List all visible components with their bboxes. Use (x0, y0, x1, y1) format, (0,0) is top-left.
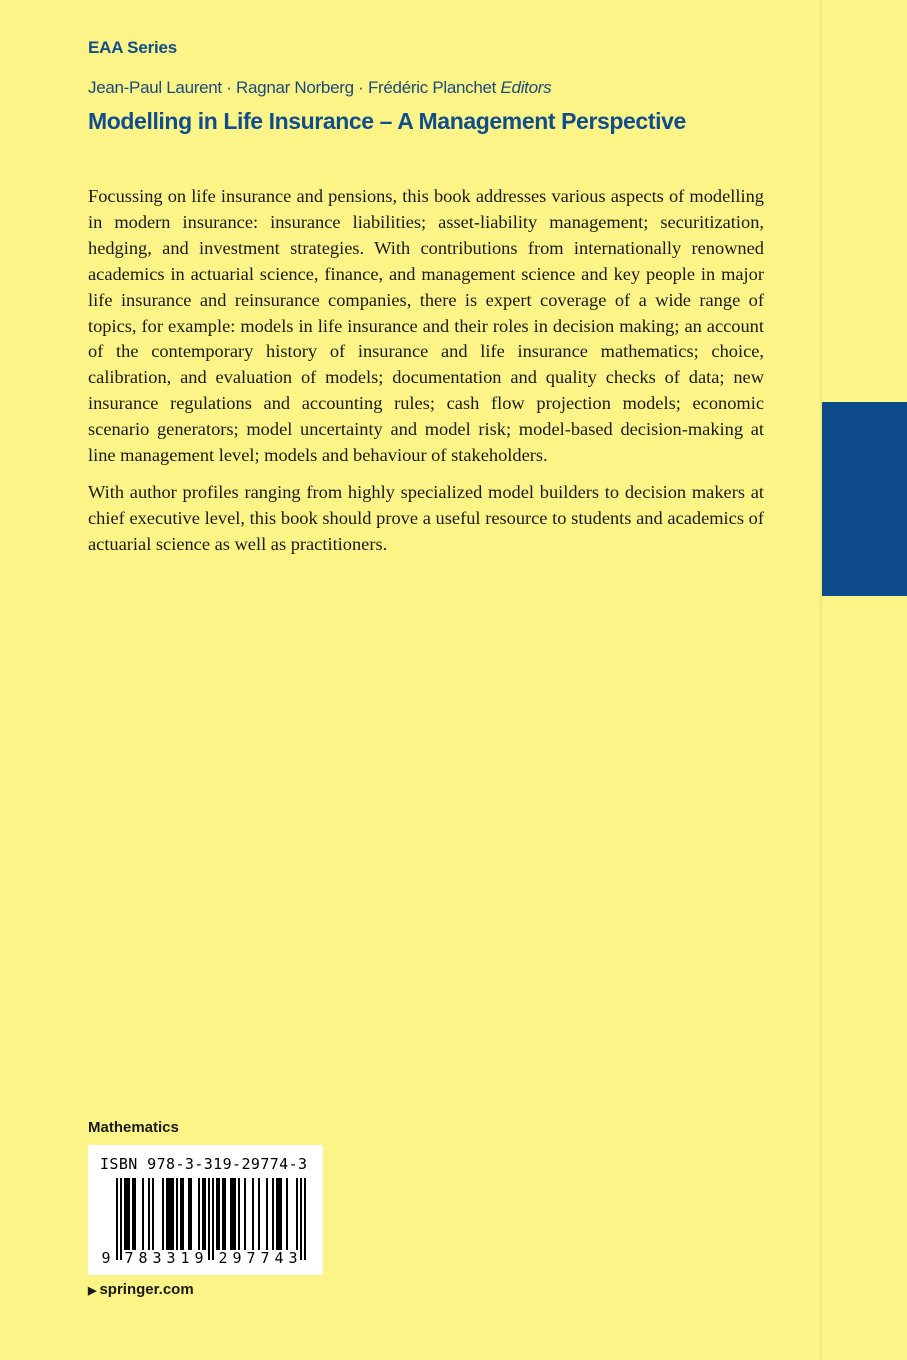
subject-category: Mathematics (88, 1119, 179, 1136)
barcode-digit: 9 (232, 1249, 242, 1267)
barcode-digit: 8 (138, 1249, 148, 1267)
editors-role: Editors (500, 78, 552, 97)
barcode-bar (162, 1178, 164, 1250)
barcode-digit: 2 (218, 1249, 228, 1267)
barcode-bar (142, 1178, 144, 1250)
barcode-digit: 4 (274, 1249, 284, 1267)
barcode-bar (124, 1178, 126, 1250)
barcode-bar (244, 1178, 246, 1250)
barcode-guard-bar (116, 1178, 118, 1260)
barcode-bar (230, 1178, 232, 1250)
spine-color-block (822, 402, 907, 596)
barcode-bar (276, 1178, 278, 1250)
barcode-guard-bar (212, 1178, 214, 1260)
isbn-barcode (88, 1145, 323, 1275)
series-name: EAA Series (88, 38, 178, 57)
barcode-bar (296, 1178, 298, 1250)
barcode-digit: 7 (260, 1249, 270, 1267)
editor-names: Jean-Paul Laurent · Ragnar Norberg · Frédéric Planchet (88, 78, 497, 97)
barcode-digit: 3 (152, 1249, 162, 1267)
barcode-guard-bar (300, 1178, 302, 1260)
barcode-bars (88, 1145, 323, 1275)
barcode-bar (238, 1178, 240, 1250)
website-label: springer.com (99, 1281, 194, 1298)
barcode-bar (234, 1178, 236, 1250)
isbn-label: ISBN 978-3-319-29774-3 (100, 1155, 308, 1173)
barcode-bar (216, 1178, 218, 1250)
description-paragraph-1: Focussing on life insurance and pensions, this book addresses various aspects of modelling in modern insurance: insurance liabilities; asset-liability management; securitization, hedging, and investment strategies. With contributions from internationally renowned academics in actuarial science, finance, and management science and key people in major life insurance and reinsurance companies, there is expert coverage of a wide range of topics, for example: models in life insurance and their roles in decision making; an account of the contemporary history of insurance and life insurance mathematics; choice, calibration, and evaluation of models; documentation and quality checks of data; new insurance regulations and accounting rules; cash flow projection models; economic scenario generators; model uncertainty and model risk; model-based decision-making at line management level; models and behaviour of stakeholders. (88, 186, 764, 466)
barcode-bar (188, 1178, 190, 1250)
barcode-digit: 7 (246, 1249, 256, 1267)
barcode-bar (224, 1178, 226, 1250)
barcode-bar (190, 1178, 192, 1250)
barcode-digit: 9 (101, 1249, 111, 1267)
barcode-bar (252, 1178, 254, 1250)
barcode-bar (168, 1178, 170, 1250)
barcode-guard-bar (120, 1178, 122, 1260)
barcode-bar (280, 1178, 282, 1250)
publisher-website (88, 1281, 194, 1298)
book-description (88, 184, 764, 569)
barcode-bar (266, 1178, 268, 1250)
barcode-digit: 1 (180, 1249, 190, 1267)
barcode-bar (218, 1178, 220, 1250)
barcode-bar (166, 1178, 168, 1250)
barcode-bar (202, 1178, 204, 1250)
barcode-digit: 9 (194, 1249, 204, 1267)
description-paragraph-2: With author profiles ranging from highly specialized model builders to decision makers at chief executive level, this book should prove a useful resource to students and academics of actuarial science as well as practitioners. (88, 481, 764, 554)
barcode-bar (148, 1178, 150, 1250)
barcode-bar (128, 1178, 130, 1250)
barcode-bar (180, 1178, 182, 1250)
barcode-bar (204, 1178, 206, 1250)
barcode-bar (132, 1178, 134, 1250)
triangle-right-icon: ▶ (88, 1285, 97, 1297)
barcode-bar (176, 1178, 178, 1250)
barcode-bar (198, 1178, 200, 1250)
barcode-bar (222, 1178, 224, 1250)
barcode-bar (152, 1178, 154, 1250)
barcode-digit: 3 (166, 1249, 176, 1267)
barcode-bar (126, 1178, 128, 1250)
barcode-bar (278, 1178, 280, 1250)
barcode-bar (286, 1178, 288, 1250)
barcode-bar (134, 1178, 136, 1250)
barcode-digit: 3 (288, 1249, 298, 1267)
barcode-guard-bar (304, 1178, 306, 1260)
barcode-guard-bar (208, 1178, 210, 1260)
barcode-bar (232, 1178, 234, 1250)
barcode-bar (258, 1178, 260, 1250)
book-title: Modelling in Life Insurance – A Management Perspective (88, 108, 686, 134)
barcode-bar (172, 1178, 174, 1250)
barcode-digit: 7 (124, 1249, 134, 1267)
barcode-bar (182, 1178, 184, 1250)
barcode-bar (272, 1178, 274, 1250)
editors-line (88, 78, 551, 98)
barcode-bar (170, 1178, 172, 1250)
spine-edge (820, 0, 822, 1360)
